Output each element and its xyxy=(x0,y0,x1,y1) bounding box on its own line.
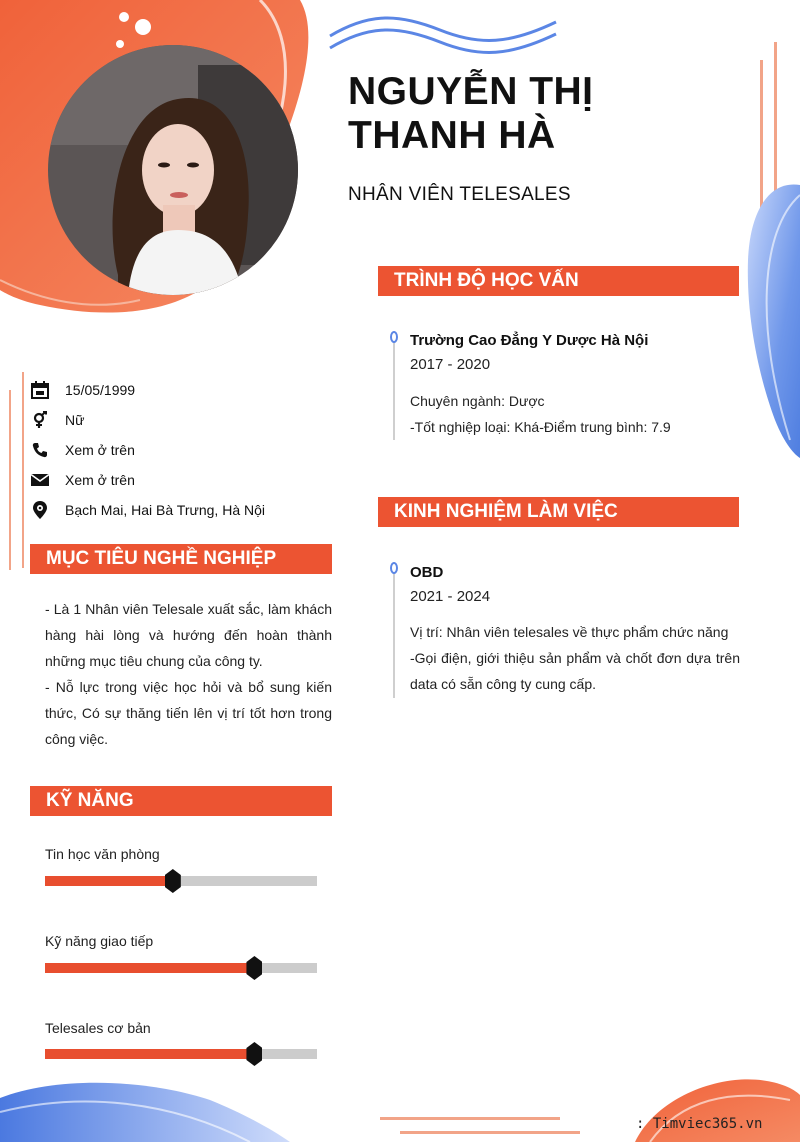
skill-bar xyxy=(45,1049,317,1059)
orange-blob-bottom-right xyxy=(635,1079,800,1142)
contact-gender xyxy=(30,407,84,433)
experience-detail-line: Vị trí: Nhân viên telesales về thực phẩm chức năng xyxy=(410,624,729,640)
skill-bar xyxy=(45,876,317,886)
education-timeline-dot xyxy=(390,331,398,343)
education-detail-line: -Tốt nghiệp loại: Khá-Điểm trung bình: 7.9 xyxy=(410,419,671,435)
skill-label: Telesales cơ bản xyxy=(45,1020,151,1036)
phone-icon xyxy=(30,440,50,460)
address-text: Bạch Mai, Hai Bà Trưng, Hà Nội xyxy=(65,502,266,518)
gender-icon xyxy=(30,410,50,430)
objective-body xyxy=(45,596,332,752)
objective-paragraph: - Là 1 Nhân viên Telesale xuất sắc, làm khách hàng hài lòng và hướng đến hoàn thành những mục tiêu chung của công ty. xyxy=(45,601,332,669)
mail-icon xyxy=(30,470,50,490)
name-line-1: NGUYỄN THỊ xyxy=(348,70,594,113)
education-details xyxy=(410,388,740,440)
contact-divider xyxy=(22,372,24,568)
blue-blob-right xyxy=(748,184,800,458)
calendar-icon xyxy=(30,380,50,400)
skill-bar-fill xyxy=(45,1049,254,1059)
experience-timeline-dot xyxy=(390,562,398,574)
education-detail-line: Chuyên ngành: Dược xyxy=(410,393,545,409)
watermark: : Timviec365.vn xyxy=(636,1116,763,1132)
contact-birthday xyxy=(30,377,135,403)
education-school: Trường Cao Đẳng Y Dược Hà Nội xyxy=(410,332,649,349)
skill-bar-fill xyxy=(45,963,254,973)
experience-detail-line: -Gọi điện, giới thiệu sản phẩm và chốt đơn dựa trên data có sẵn công ty cung cấp. xyxy=(410,650,740,692)
skills-heading: KỸ NĂNG xyxy=(30,786,332,816)
birthday-text: 15/05/1999 xyxy=(65,382,136,398)
blue-wave-top xyxy=(330,18,556,41)
skill-bar xyxy=(45,963,317,973)
phone-text: Xem ở trên xyxy=(65,442,135,458)
education-heading: TRÌNH ĐỘ HỌC VẤN xyxy=(378,266,739,296)
contact-address xyxy=(30,497,265,523)
experience-heading: KINH NGHIỆM LÀM VIỆC xyxy=(378,497,739,527)
skill-label: Tin học văn phòng xyxy=(45,846,160,862)
education-timeline-line xyxy=(393,340,395,440)
profile-photo xyxy=(48,45,298,295)
candidate-name xyxy=(348,70,728,158)
education-years: 2017 - 2020 xyxy=(410,356,491,373)
email-text: Xem ở trên xyxy=(65,472,135,488)
job-title: NHÂN VIÊN TELESALES xyxy=(348,184,571,205)
location-pin-icon xyxy=(30,500,50,520)
name-line-2: THANH HÀ xyxy=(348,114,556,157)
experience-company: OBD xyxy=(410,564,444,581)
skill-label: Kỹ năng giao tiếp xyxy=(45,933,154,949)
gender-text: Nữ xyxy=(65,412,85,428)
blue-blob-bottom-left xyxy=(0,1083,290,1142)
experience-years: 2021 - 2024 xyxy=(410,588,491,605)
objective-paragraph: - Nỗ lực trong việc học hỏi và bổ sung kiến thức, Có sự thăng tiến lên vị trí tốt hơn trong công việc. xyxy=(45,679,332,747)
skill-bar-fill xyxy=(45,876,173,886)
experience-timeline-line xyxy=(393,572,395,698)
experience-details xyxy=(410,619,740,697)
contact-email xyxy=(30,467,135,493)
objective-heading: MỤC TIÊU NGHỀ NGHIỆP xyxy=(30,544,332,574)
contact-phone xyxy=(30,437,135,463)
contact-divider-outer xyxy=(9,390,11,570)
